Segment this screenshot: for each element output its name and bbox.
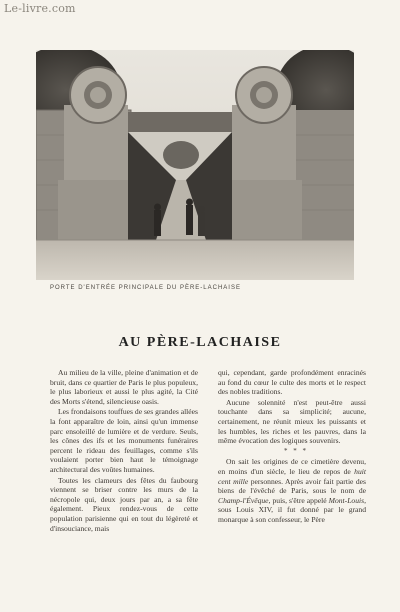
text-run: , puis, s'être appelé: [268, 495, 329, 505]
paragraph: qui, cependant, garde profondément enracinés au fond du cœur le culte des morts et le respect des nobles traditions.: [218, 368, 366, 397]
paragraph: [218, 457, 366, 524]
paragraph: Les frondaisons touffues de ses grandes allées la font apparaître de loin, ainsi qu'un immense parc ensoleillé de lumière et de verdure. Seuls, les cônes des ifs et les monuments funéraires percent le rideau des feuillages, comme s'ils voulaient porter bien haut le témoignage architectural des voûtes humaines.: [50, 407, 198, 474]
text-run: On sait les origines de ce cimetière devenu, en moins d'un siècle, le lieu de repos de: [218, 457, 366, 476]
left-column: [50, 368, 198, 534]
text-run: personnes. Après avoir fait partie des biens de l'évêché de Paris, sous le nom de: [218, 476, 366, 496]
watermark-text: Le-livre.com: [4, 2, 76, 15]
text-run: , sous Louis XIV, il fut donné par le grand monarque à son confesseur, le Père: [218, 495, 366, 524]
italic-run: Mont-Louis: [328, 495, 365, 505]
article-title: AU PÈRE-LACHAISE: [118, 335, 282, 351]
italic-run: Champ-l'Évêque: [218, 495, 269, 505]
paragraph: Toutes les clameurs des fêtes du faubourg viennent se briser contre les murs de la nécropole qui, deux jours par an, a sa fête également. Pieux rendez-vous de cette population parisienne qui en tout du légèreté et d'insouciance, mais: [50, 475, 198, 533]
photo-caption: PORTE D'ENTRÉE PRINCIPALE DU PÈRE-LACHAISE: [50, 285, 241, 291]
paragraph: Aucune solennité n'est peut-être aussi touchante dans sa simplicité; aucune, certainement, ne réunit mieux les puissants et les humbles, les riches et les pauvres, dans la même évocation des logiques souvenirs.: [218, 397, 366, 446]
cemetery-gate-photo: [36, 50, 354, 280]
section-separator: * * *: [284, 446, 308, 455]
italic-run: huit cent mille: [218, 466, 366, 486]
right-column: [218, 368, 366, 526]
paragraph: Au milieu de la ville, pleine d'animation et de bruit, dans ce quartier de Paris le plus populeux, le plus laborieux et aussi le plus agité, la Cité des Morts s'étend, silencieuse oasis.: [50, 368, 198, 406]
